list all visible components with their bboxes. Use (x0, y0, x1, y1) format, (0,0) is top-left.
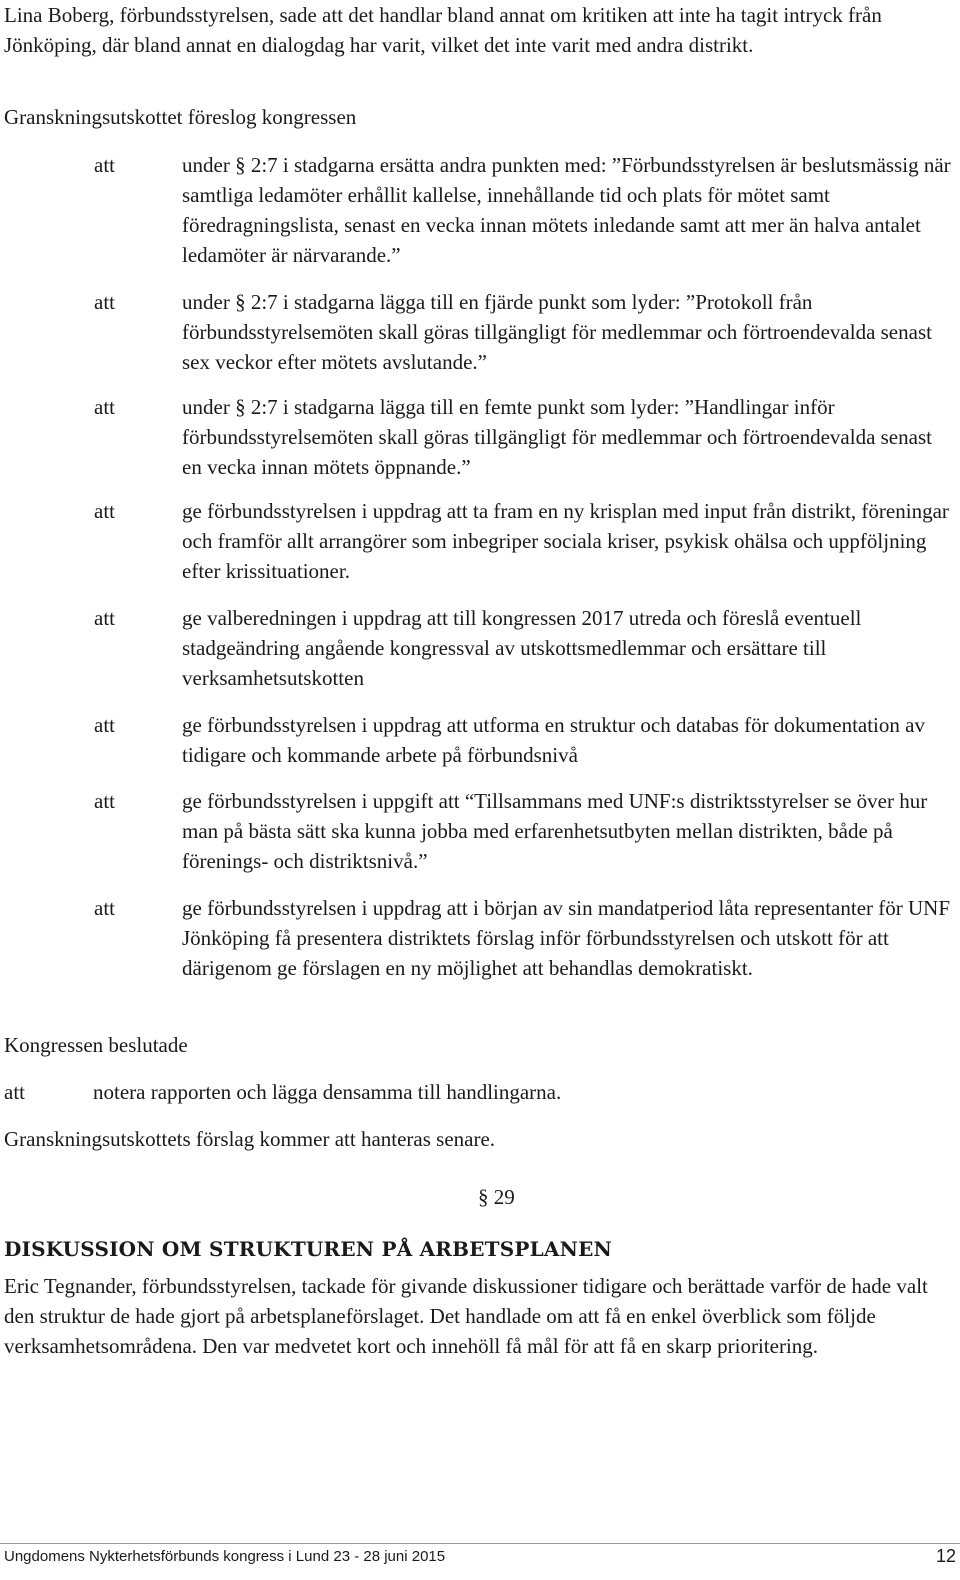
footer-text: Ungdomens Nykterhetsförbunds kongress i Lund 23 - 28 juni 2015 (4, 1548, 446, 1565)
motion-label: att (94, 499, 115, 523)
motion-label: att (94, 290, 115, 314)
decision-heading: Kongressen beslutade (4, 1033, 188, 1057)
motion-label: att (94, 395, 115, 419)
deferral-note: Granskningsutskottets förslag kommer att hanteras senare. (4, 1127, 496, 1151)
motion-label: att (94, 606, 115, 630)
motion-label: att (94, 713, 115, 737)
proposal-heading: Granskningsutskottet föreslog kongressen (4, 105, 357, 129)
motion-text: ge valberedningen i uppdrag att till kongressen 2017 utreda och föreslå eventuell stadgeändring angående kongressval av utskottsmedlemmar och ersättare till verksamhetsutskotten (182, 606, 862, 690)
motion-text: ge förbundsstyrelsen i uppdrag att ta fram en ny krisplan med input från distrikt, föreningar och framför allt arrangörer som inbegriper sociala kriser, psykisk ohälsa och uppföljning efter krissituationer. (182, 499, 949, 583)
motion-text: ge förbundsstyrelsen i uppdrag att utforma en struktur och databas för dokumentation av tidigare och kommande arbete på förbundsnivå (182, 713, 925, 767)
motion-label: att (94, 153, 115, 177)
section-paragraph: Eric Tegnander, förbundsstyrelsen, tackade för givande diskussioner tidigare och berättade varför de hade valt den struktur de hade gjort på arbetsplaneförslaget. Det handlade om att få en enkel överblick som följde verksamhetsområdena. Den var medvetet kort och innehöll få mål för att få en skarp prioritering. (4, 1274, 928, 1358)
motion-text: under § 2:7 i stadgarna ersätta andra punkten med: ”Förbundsstyrelsen är beslutsmässig när samtliga ledamöter erhållit kallelse, innehållande tid och plats för mötet samt föredragningslista, senast en vecka innan mötets inledande samt att mer än halva antalet ledamöter är närvarande.” (182, 153, 951, 267)
motion-label: att (94, 896, 115, 920)
motion-text: under § 2:7 i stadgarna lägga till en fjärde punkt som lyder: ”Protokoll från förbundsstyrelsemöten skall göras tillgängligt för medlemmar och förtroendevalda senast sex veckor efter mötets avslutande.” (182, 290, 932, 374)
motion-text: ge förbundsstyrelsen i uppdrag att i början av sin mandatperiod låta representanter för UNF Jönköping få presentera distriktets förslag inför förbundsstyrelsen och utskott för att därigenom ge förslagen en ny möjlighet att behandlas demokratiskt. (182, 896, 951, 980)
decision-text: notera rapporten och lägga densamma till handlingarna. (93, 1080, 562, 1104)
page-number: 12 (935, 1546, 956, 1566)
motion-text: under § 2:7 i stadgarna lägga till en femte punkt som lyder: ”Handlingar inför förbundsstyrelsemöten skall göras tillgängligt för medlemmar och förtroendevalda senast en vecka innan mötets öppnande.” (182, 395, 932, 479)
intro-paragraph: Lina Boberg, förbundsstyrelsen, sade att det handlar bland annat om kritiken att inte ha tagit intryck från Jönköping, där bland annat en dialogdag har varit, vilket det inte varit med andra distrikt. (4, 3, 882, 57)
motion-text: ge förbundsstyrelsen i uppgift att “Tillsammans med UNF:s distriktsstyrelser se över hur man på bästa sätt ska kunna jobba med erfarenhetsutbyten mellan distrikten, både på förenings- och distriktsnivå.” (182, 789, 928, 873)
motion-label: att (94, 789, 115, 813)
decision-label: att (4, 1080, 25, 1104)
section-heading: DISKUSSION OM STRUKTUREN PÅ ARBETSPLANEN (4, 1237, 613, 1261)
footer-divider (0, 1543, 960, 1544)
section-number: § 29 (478, 1185, 515, 1209)
